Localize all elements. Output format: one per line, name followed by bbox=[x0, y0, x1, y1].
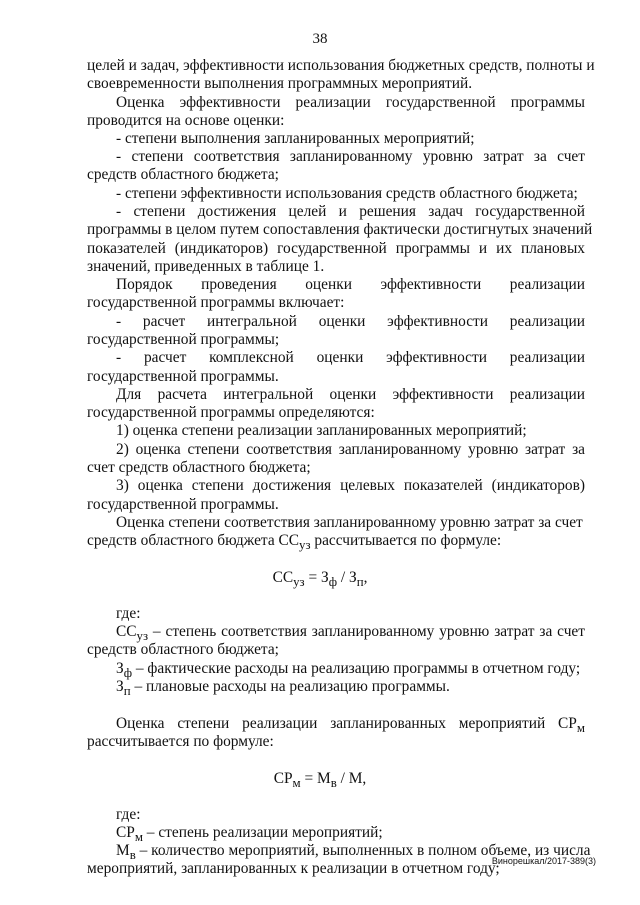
text-line: рассчитывается по формуле: bbox=[87, 733, 274, 750]
text-line: государственной программы определяются: bbox=[87, 404, 375, 421]
text-run: З bbox=[116, 660, 124, 677]
footer-code: Винорешкал/2017-389(3) bbox=[491, 856, 596, 866]
text-line: государственной программы включает: bbox=[87, 294, 345, 311]
text-line: государственной программы. bbox=[87, 496, 279, 513]
subscript: уз bbox=[293, 575, 305, 590]
text-line: показателей (индикаторов) государственной программы и их плановых bbox=[87, 240, 585, 257]
text-run: М bbox=[116, 842, 130, 859]
text-line: средств областного бюджета; bbox=[87, 641, 279, 658]
subscript: в bbox=[330, 776, 337, 791]
text-run: З bbox=[116, 678, 124, 695]
text-run: – фактические расходы на реализацию программы в отчетном году; bbox=[132, 660, 581, 677]
text-line: мероприятий, запланированных к реализации в отчетном году; bbox=[87, 860, 500, 877]
text-run: – количество мероприятий, выполненных в полном объеме, из числа bbox=[135, 842, 591, 859]
formula-run: / З bbox=[337, 569, 357, 586]
text-line: программы в целом путем сопоставления фактически достигнутых значений bbox=[87, 221, 593, 238]
text-line: Для расчета интегральной оценки эффективности реализации bbox=[116, 386, 585, 403]
text-line: - степени достижения целей и решения задач государственной bbox=[116, 203, 585, 220]
formula-run: СС bbox=[272, 569, 294, 586]
subscript: ф bbox=[123, 666, 133, 681]
text-line: - расчет комплексной оценки эффективности реализации bbox=[116, 349, 585, 366]
text-line: 1) оценка степени реализации запланированных мероприятий; bbox=[116, 422, 527, 439]
text-run: – степень реализации мероприятий; bbox=[142, 824, 383, 841]
text-line bbox=[87, 532, 501, 554]
subscript: уз bbox=[136, 629, 149, 644]
formula-run: / М, bbox=[336, 770, 367, 787]
subscript: п bbox=[356, 575, 364, 590]
formula-run: = З bbox=[304, 569, 329, 586]
formula-run: СР bbox=[273, 770, 293, 787]
text-line: Оценка степени соответствия запланированному уровню затрат за счет bbox=[116, 514, 583, 531]
subscript: п bbox=[123, 684, 131, 699]
formula-srm bbox=[0, 770, 640, 792]
text-line: 2) оценка степени соответствия запланированному уровню затрат за bbox=[116, 441, 585, 458]
text-line: проводится на основе оценки: bbox=[87, 112, 285, 129]
text-line: где: bbox=[116, 806, 141, 823]
text-line: - расчет интегральной оценки эффективности реализации bbox=[116, 313, 585, 330]
text-run: рассчитывается по формуле: bbox=[310, 532, 502, 549]
text-line: государственной программы; bbox=[87, 331, 280, 348]
subscript: ф bbox=[328, 575, 337, 590]
subscript: м bbox=[134, 830, 143, 845]
text-line: целей и задач, эффективности использования бюджетных средств, полноты и bbox=[87, 57, 595, 74]
formula-ssuz bbox=[0, 569, 640, 591]
text-run: – степень соответствия запланированному уровню затрат за счет bbox=[148, 623, 585, 640]
page-number: 38 bbox=[312, 31, 328, 47]
text-line: средств областного бюджета; bbox=[87, 166, 279, 183]
text-run: Оценка степени реализации запланированных мероприятий СР bbox=[116, 715, 577, 732]
text-line bbox=[116, 678, 450, 700]
text-line: - степени эффективности использования средств областного бюджета; bbox=[116, 185, 578, 202]
text-line: 3) оценка степени достижения целевых показателей (индикаторов) bbox=[116, 477, 585, 494]
text-run: средств областного бюджета СС bbox=[87, 532, 300, 549]
subscript: м bbox=[576, 721, 585, 736]
formula-run: , bbox=[363, 569, 368, 586]
text-line: значений, приведенных в таблице 1. bbox=[87, 258, 325, 275]
subscript: уз bbox=[299, 538, 311, 553]
text-line: Оценка эффективности реализации государственной программы bbox=[116, 94, 585, 111]
text-line: счет средств областного бюджета; bbox=[87, 459, 311, 476]
text-line: государственной программы. bbox=[87, 368, 279, 385]
text-line: - степени выполнения запланированных мероприятий; bbox=[116, 130, 475, 147]
text-line: - степени соответствия запланированному уровню затрат за счет bbox=[116, 148, 585, 165]
formula-run: = М bbox=[300, 770, 331, 787]
text-run: СР bbox=[116, 824, 135, 841]
text-line: где: bbox=[116, 605, 141, 622]
text-line: Порядок проведения оценки эффективности реализации bbox=[116, 276, 585, 293]
subscript: м bbox=[292, 776, 301, 791]
text-line: своевременности выполнения программных мероприятий. bbox=[87, 75, 473, 92]
text-run: СС bbox=[116, 623, 137, 640]
text-run: – плановые расходы на реализацию программы. bbox=[130, 678, 450, 695]
subscript: в bbox=[129, 848, 136, 863]
